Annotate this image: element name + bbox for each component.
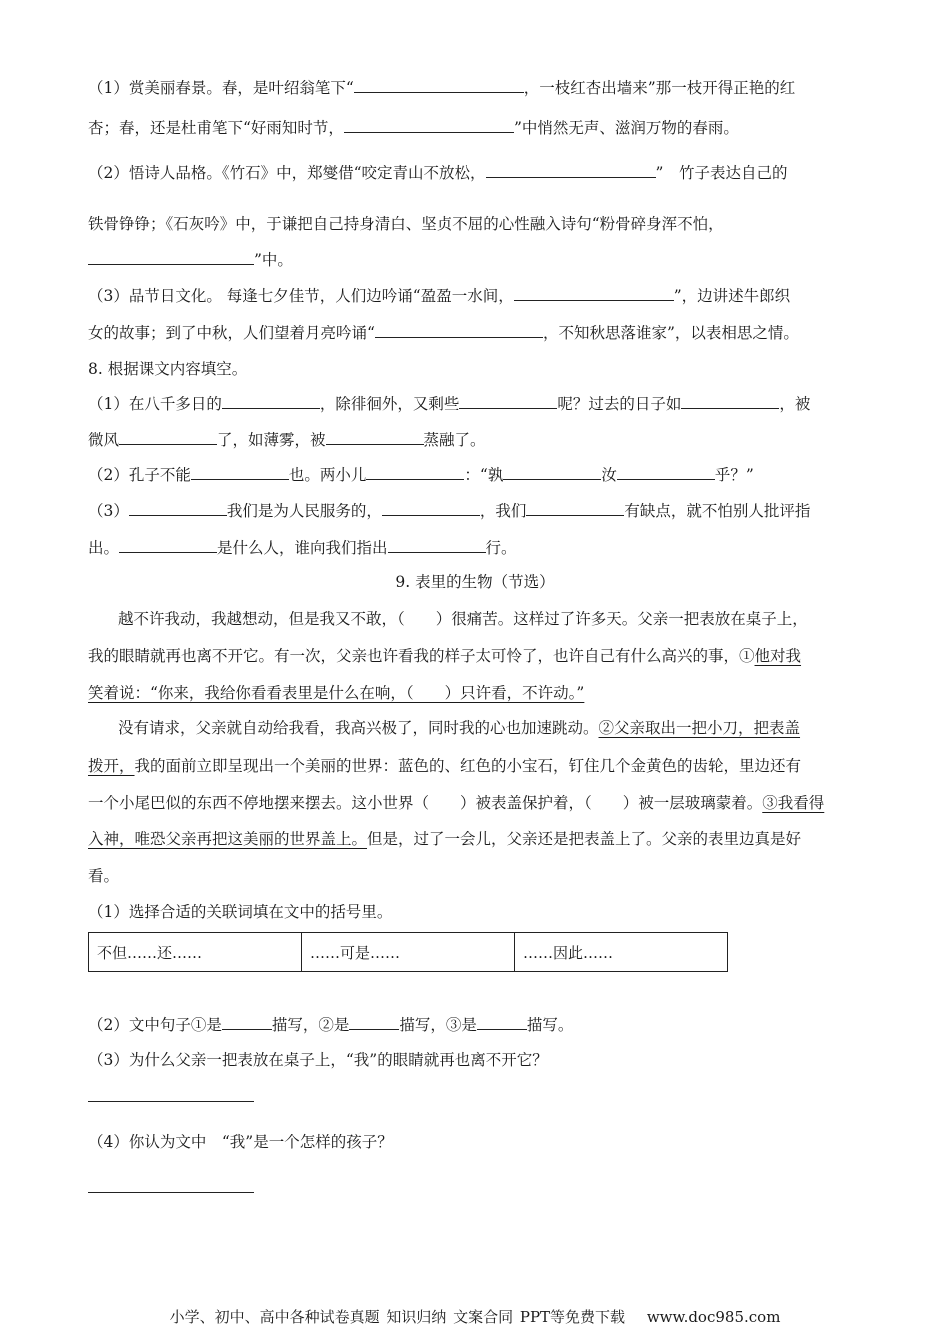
answer-line[interactable]: [88, 1101, 254, 1102]
answer-blank[interactable]: [486, 162, 656, 178]
answer-blank[interactable]: [382, 500, 480, 516]
q9-para2-line2: 拨开，我的面前立即呈现出一个美丽的世界：蓝色的、红色的小宝石，钉住几个金黄色的齿轮，里边还有: [88, 757, 802, 775]
answer-blank[interactable]: [526, 500, 624, 516]
answer-blank[interactable]: [222, 393, 320, 409]
q9-para2-line1: 没有请求，父亲就自动给我看，我高兴极了，同时我的心也加速跳动。②父亲取出一把小刀，把表盖: [118, 719, 801, 737]
q9-para2-line3: 一个小尾巴似的东西不停地摆来摆去。这小世界（ ）被表盖保护着，（ ）被一层玻璃蒙着。③我看得: [88, 794, 825, 812]
q9-sub2: （2）文中句子①是 描写，②是 描写，③是 描写。: [88, 1016, 574, 1034]
answer-blank[interactable]: [129, 500, 227, 516]
option-cell[interactable]: 不但……还……: [89, 933, 302, 972]
answer-blank[interactable]: [459, 393, 557, 409]
answer-blank[interactable]: [366, 464, 464, 480]
q8-part3-line2: 出。 是什么人，谁向我们指出 行。: [88, 539, 517, 557]
q9-para2-line4: 入神，唯恐父亲再把这美丽的世界盖上。但是，过了一会儿，父亲还是把表盖上了。父亲的表里边真是好: [88, 830, 802, 848]
answer-blank[interactable]: [617, 464, 715, 480]
q7-part2-line1: （2）悟诗人品格。《竹石》中，郑燮借“咬定青山不放松， ” 竹子表达自己的: [88, 164, 788, 182]
answer-blank[interactable]: [375, 322, 543, 338]
q8-part2: （2）孔子不能 也。两小儿 ：“孰 汝 乎？”: [88, 466, 754, 484]
table-row: [89, 933, 728, 972]
q9-title: 9. 表里的生物（节选）: [395, 573, 555, 591]
q8-part3-line1: （3） 我们是为人民服务的， ，我们 有缺点，就不怕别人批评指: [88, 502, 811, 520]
answer-blank[interactable]: [681, 393, 779, 409]
answer-blank[interactable]: [477, 1014, 527, 1030]
q8-part1-line2: 微风 了，如薄雾，被 蒸融了。: [88, 431, 486, 449]
q7-part1-line1: （1）赏美丽春景。春，是叶绍翁笔下“ ，一枝红杏出墙来”那一枝开得正艳的红: [88, 79, 796, 97]
q7-part1-line2: 杏；春，还是杜甫笔下“好雨知时节， ”中悄然无声、滋润万物的春雨。: [88, 119, 739, 137]
q9-para1-line1: 越不许我动，我越想动，但是我又不敢，（ ）很痛苦。这样过了许多天。父亲一把表放在桌子上，: [118, 610, 808, 628]
option-cell[interactable]: ……因此……: [515, 933, 728, 972]
answer-blank[interactable]: [388, 537, 486, 553]
q9-para1-line2: 我的眼睛就再也离不开它。有一次，父亲也许看我的样子太可怜了，也许自己有什么高兴的事，①他对我: [88, 647, 802, 665]
answer-blank[interactable]: [326, 429, 424, 445]
answer-blank[interactable]: [514, 285, 674, 301]
option-cell[interactable]: ……可是……: [302, 933, 515, 972]
answer-blank[interactable]: [503, 464, 601, 480]
answer-line[interactable]: [88, 1192, 254, 1193]
answer-blank[interactable]: [354, 77, 524, 93]
answer-blank[interactable]: [191, 464, 289, 480]
q9-sub1: （1）选择合适的关联词填在文中的括号里。: [88, 903, 393, 921]
q7-part3-line1: （3）品节日文化。 每逢七夕佳节，人们边吟诵“盈盈一水间， ”，边讲述牛郎织: [88, 287, 791, 305]
q9-sub3: （3）为什么父亲一把表放在桌子上，“我”的眼睛就再也离不开它？: [88, 1051, 548, 1069]
answer-blank[interactable]: [119, 537, 217, 553]
q9-para2-line5: 看。: [88, 867, 120, 885]
q7-part2-line2: 铁骨铮铮；《石灰吟》中，于谦把自己持身清白、坚贞不屈的心性融入诗句“粉骨碎身浑不怕，: [88, 215, 724, 233]
q7-part3-line2: 女的故事；到了中秋，人们望着月亮吟诵“ ，不知秋思落谁家”，以表相思之情。: [88, 324, 799, 342]
q8-part1-line1: （1）在八千多日的 ，除徘徊外，又剩些 呢？过去的日子如 ，被: [88, 395, 811, 413]
q8-heading: 8. 根据课文内容填空。: [88, 360, 248, 378]
answer-blank[interactable]: [119, 429, 217, 445]
answer-blank[interactable]: [222, 1014, 272, 1030]
q7-part2-line3: ”中。: [88, 248, 293, 270]
answer-blank[interactable]: [88, 249, 254, 265]
conjunction-options-table: [88, 932, 728, 972]
answer-blank[interactable]: [344, 117, 514, 133]
answer-blank[interactable]: [349, 1014, 399, 1030]
q9-sub4: （4）你认为文中 “我”是一个怎样的孩子？: [88, 1133, 393, 1151]
footer-text: 小学、初中、高中各种试卷真题 知识归纳 文案合同 PPT等免费下载 www.doc985.com: [169, 1308, 781, 1326]
q9-para1-line3: 笑着说：“你来，我给你看看表里是什么在响，（ ）只许看，不许动。”: [88, 684, 585, 702]
